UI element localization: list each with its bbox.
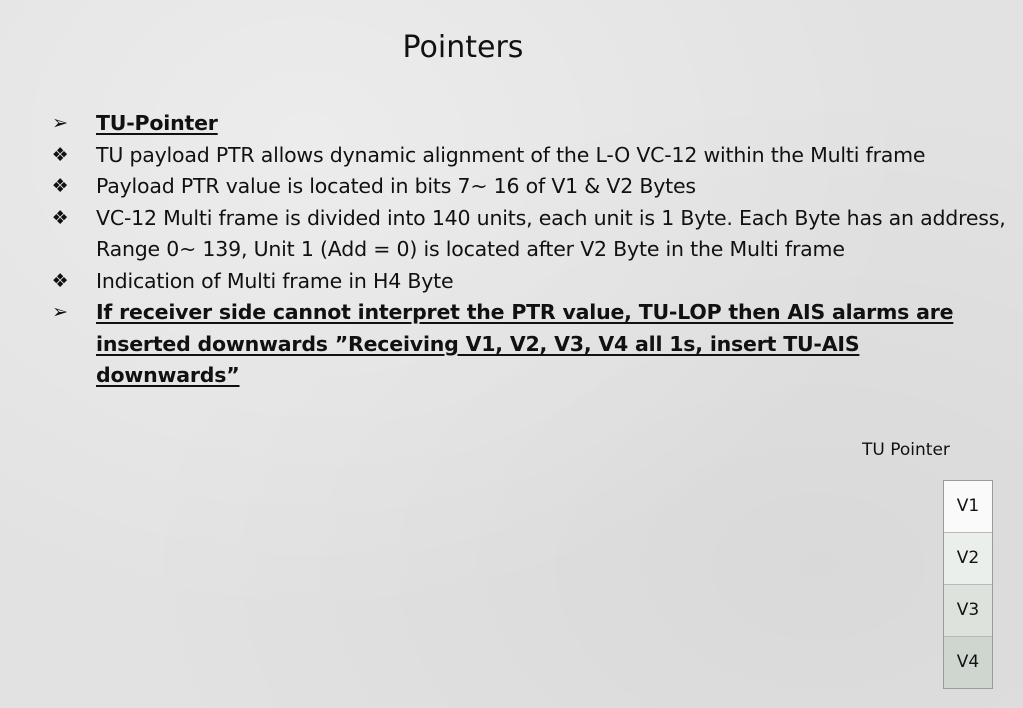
bullet-multiframe-units bbox=[48, 203, 1008, 266]
bullet-payload-ptr-alignment bbox=[48, 140, 1008, 172]
tu-pointer-table bbox=[943, 480, 993, 689]
bullet-h4-indication bbox=[48, 266, 1008, 298]
pointer-cell-v2: V2 bbox=[944, 533, 992, 585]
pointer-cell-v3: V3 bbox=[944, 585, 992, 637]
diamond-bullet-icon: ❖ bbox=[51, 143, 69, 166]
bullet-text: Indication of Multi frame in H4 Byte bbox=[96, 268, 454, 293]
diamond-bullet-icon: ❖ bbox=[51, 175, 69, 197]
bullet-text: If receiver side cannot interpret the PTR value, TU-LOP then AIS alarms are inserted downwards ”Receiving V1, V2, V3, V4 all 1s, insert TU-AIS downwards” bbox=[96, 300, 954, 387]
bullet-tu-pointer-heading bbox=[48, 108, 1008, 140]
bullet-receiver-ais bbox=[48, 297, 1008, 392]
bullet-text: TU payload PTR allows dynamic alignment of the L-O VC-12 within the Multi frame bbox=[96, 142, 926, 167]
bullet-text: Payload PTR value is located in bits 7~ 16 of V1 & V2 Bytes bbox=[96, 174, 696, 198]
bullet-text: TU-Pointer bbox=[96, 111, 218, 135]
bullet-ptr-value-location bbox=[48, 171, 1008, 203]
bullet-text: VC-12 Multi frame is divided into 140 units, each unit is 1 Byte. Each Byte has an address, Range 0~ 139, Unit 1 (Add = 0) is located after V2 Byte in the Multi frame bbox=[96, 205, 1006, 261]
arrow-bullet-icon: ➢ bbox=[52, 112, 68, 134]
slide-title: Pointers bbox=[402, 30, 524, 65]
arrow-bullet-icon: ➢ bbox=[52, 301, 68, 323]
diamond-bullet-icon: ❖ bbox=[51, 206, 69, 229]
pointer-cell-v4: V4 bbox=[944, 637, 992, 688]
pointer-cell-v1: V1 bbox=[944, 481, 992, 533]
diamond-bullet-icon: ❖ bbox=[51, 269, 69, 292]
tu-pointer-caption: TU Pointer bbox=[862, 440, 950, 460]
bullet-list bbox=[48, 108, 1008, 392]
